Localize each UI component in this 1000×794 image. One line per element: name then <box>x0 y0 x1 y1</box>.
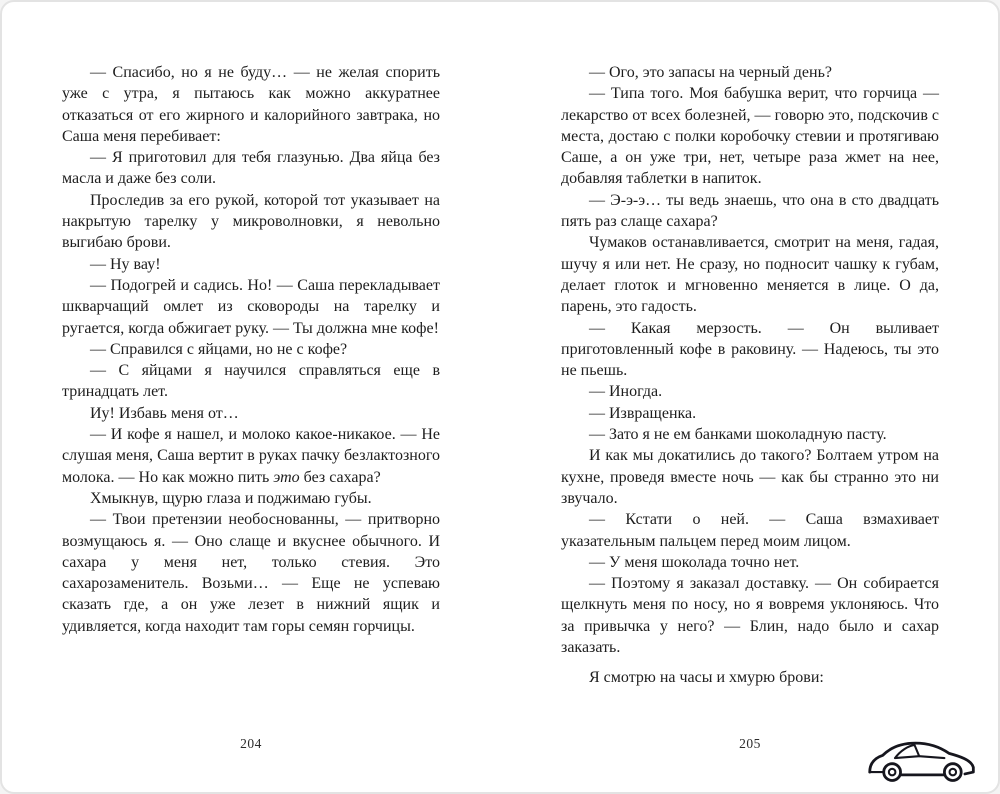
paragraph: — С яйцами я научился справляться еще в тринадцать лет. <box>62 362 440 401</box>
paragraph: — Кстати о ней. — Саша взмахивает указательным пальцем перед моим лицом. <box>561 511 939 550</box>
right-page <box>561 62 939 689</box>
paragraph: И как мы докатились до такого? Болтаем утром на кухне, проведя вместе ночь — как бы странно это ни звучало. <box>561 447 939 507</box>
paragraph: — Э-э-э… ты ведь знаешь, что она в сто двадцать пять раз слаще сахара? <box>561 191 939 231</box>
left-page <box>62 62 440 637</box>
paragraph: — Ого, это запасы на черный день? <box>589 64 832 81</box>
paragraph: — Зато я не ем банками шоколадную пасту. <box>589 426 887 444</box>
right-page-number: 205 <box>739 736 761 751</box>
left-page-number: 204 <box>240 736 262 751</box>
left-page-text <box>62 62 440 637</box>
paragraph: Чумаков останавливается, смотрит на меня, гадая, шучу я или нет. Не сразу, но подносит чашку к губам, делает глоток и мгновенно меняется в лице. О да, парень, это гадость. <box>561 234 939 316</box>
paragraph: — Извращенка. <box>589 404 697 422</box>
paragraph: Проследив за его рукой, которой тот указывает на накрытую тарелку у микроволновки, я невольно выгибаю брови. <box>62 191 440 252</box>
paragraph: Хмыкнув, щурю глаза и поджимаю губы. <box>90 489 372 507</box>
right-page-text <box>561 62 939 689</box>
paragraph <box>62 424 440 488</box>
text-segment: — И кофе я нашел, и молоко какое-никакое. — Не слушая меня, Саша вертит в руках пачку безлактозного молока. — Но как можно пить <box>62 426 440 486</box>
paragraph: — Какая мерзость. — Он выливает приготовленный кофе в раковину. — Надеюсь, ты это не пьешь. <box>561 319 939 380</box>
car-icon <box>866 731 978 787</box>
paragraph: Я смотрю на часы и хмурю брови: <box>589 669 824 687</box>
paragraph: — Иногда. <box>589 383 663 401</box>
paragraph: — Ну вау! <box>90 255 161 273</box>
paragraph: — Справился с яйцами, но не с кофе? <box>90 340 348 358</box>
paragraph: — Я приготовил для тебя глазунью. Два яйца без масла и даже без соли. <box>62 149 440 188</box>
text-segment: без сахара? <box>299 468 381 486</box>
paragraph: — Спасибо, но я не буду… — не желая спорить уже с утра, я пытаюсь как можно аккуратнее отказаться от его жирного и калорийного завтрака, но Саша меня перебивает: <box>62 64 440 145</box>
paragraph: Иу! Избавь меня от… <box>90 404 239 422</box>
paragraph: — Подогрей и садись. Но! — Саша перекладывает шкварчащий омлет из сковороды на тарелку и ругается, когда обжигает руку. — Ты должна мне кофе! <box>62 276 440 337</box>
paragraph: — Твои претензии необоснованны, — притворно возмущаюсь я. — Оно слаще и вкуснее обычного. И сахара у меня нет, только стевия. Это сахарозаменитель. Возьми… — Еще не успеваю сказать где, а он уже лезет в нижний ящик и удивляется, когда находит там горы семян горчицы. <box>62 511 440 635</box>
paragraph: — Типа того. Моя бабушка верит, что горчица — лекарство от всех болезней, — говорю это, подскочив с места, достаю с полки коробочку стевии и протягиваю Саше, а он уже три, нет, четыре раза жмет на нее, добавляя таблетки в напиток. <box>561 85 939 188</box>
paragraph: — У меня шоколада точно нет. <box>589 553 800 571</box>
emphasized-text: это <box>273 468 300 486</box>
paragraph: — Поэтому я заказал доставку. — Он собирается щелкнуть меня по носу, но я вовремя уклоняюсь. Что за привычка у него? — Блин, надо было и сахар заказать. <box>561 575 939 657</box>
